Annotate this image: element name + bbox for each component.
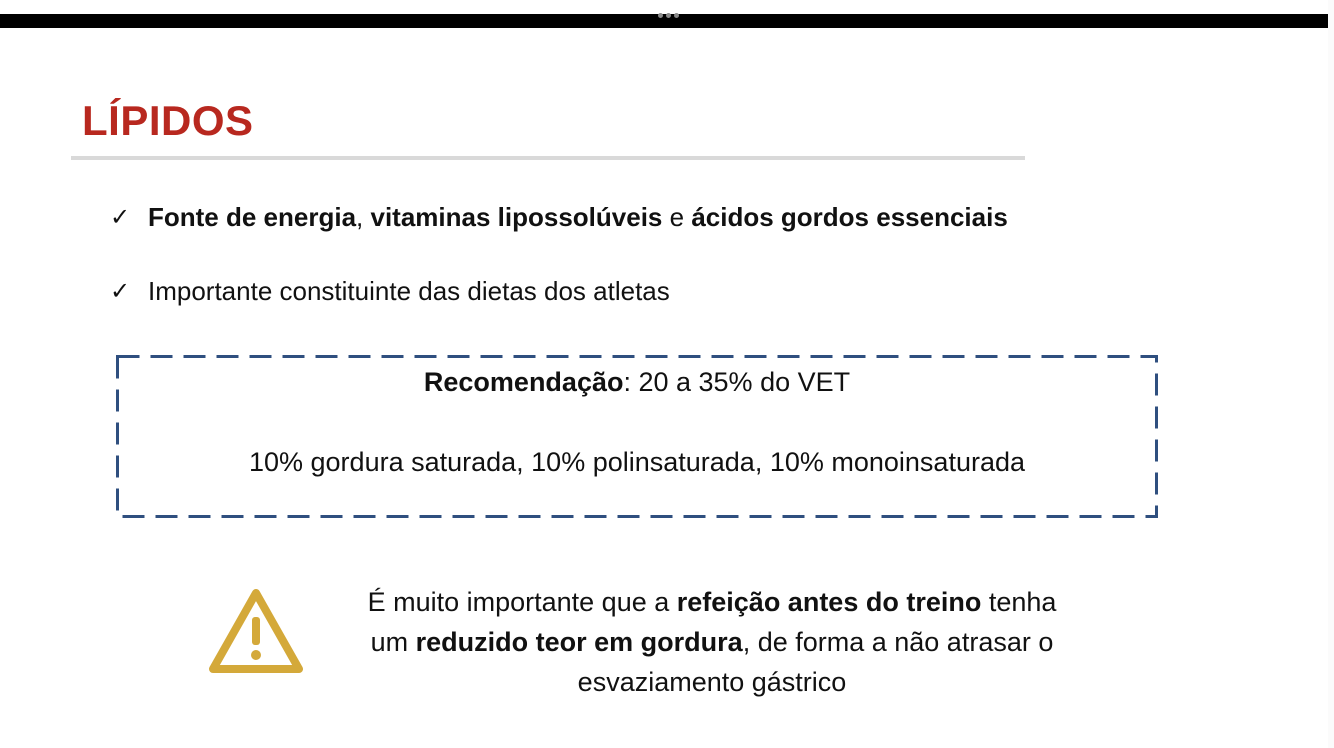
grabber-dot — [674, 13, 679, 18]
bullet-athlete-diets — [110, 276, 670, 307]
warning-part: , de forma a não atrasar o — [742, 627, 1054, 657]
warning-part: um — [370, 627, 416, 657]
bullet-text — [148, 202, 1008, 233]
warning-part: tenha — [981, 587, 1057, 617]
recommendation-breakdown: 10% gordura saturada, 10% polinsaturada, 10% monoinsaturada — [248, 447, 1025, 477]
warning-line — [312, 582, 1112, 622]
title-underline — [71, 156, 1025, 160]
window-grabber[interactable] — [654, 11, 682, 19]
bullet-part: ácidos gordos essenciais — [691, 202, 1008, 232]
checkmark-icon: ✓ — [110, 204, 131, 231]
warning-line: esvaziamento gástrico — [577, 667, 847, 697]
warning-line — [312, 622, 1112, 662]
warning-part: reduzido teor em gordura — [415, 627, 743, 657]
bullet-text: Importante constituinte das dietas dos atletas — [148, 276, 670, 306]
recommendation-value: : 20 a 35% do VET — [623, 367, 851, 397]
right-edge — [1328, 0, 1334, 748]
bullet-part: e — [662, 202, 692, 232]
recommendation-line — [116, 367, 1158, 398]
warning-icon — [208, 587, 304, 675]
warning-part: É muito importante que a — [367, 587, 677, 617]
bullet-part: Fonte de energia — [148, 202, 357, 232]
slide-title: LÍPIDOS — [82, 97, 254, 144]
grabber-dot — [658, 13, 663, 18]
recommendation-label: Recomendação — [423, 367, 624, 397]
checkmark-icon: ✓ — [110, 278, 131, 305]
warning-message — [312, 582, 1112, 702]
warning-part: refeição antes do treino — [676, 587, 982, 617]
grabber-dot — [666, 13, 671, 18]
bullet-part: vitaminas lipossolúveis — [370, 202, 663, 232]
recommendation-box — [116, 355, 1158, 518]
bullet-part: , — [356, 202, 371, 232]
bullet-energy-sources — [110, 202, 1008, 233]
